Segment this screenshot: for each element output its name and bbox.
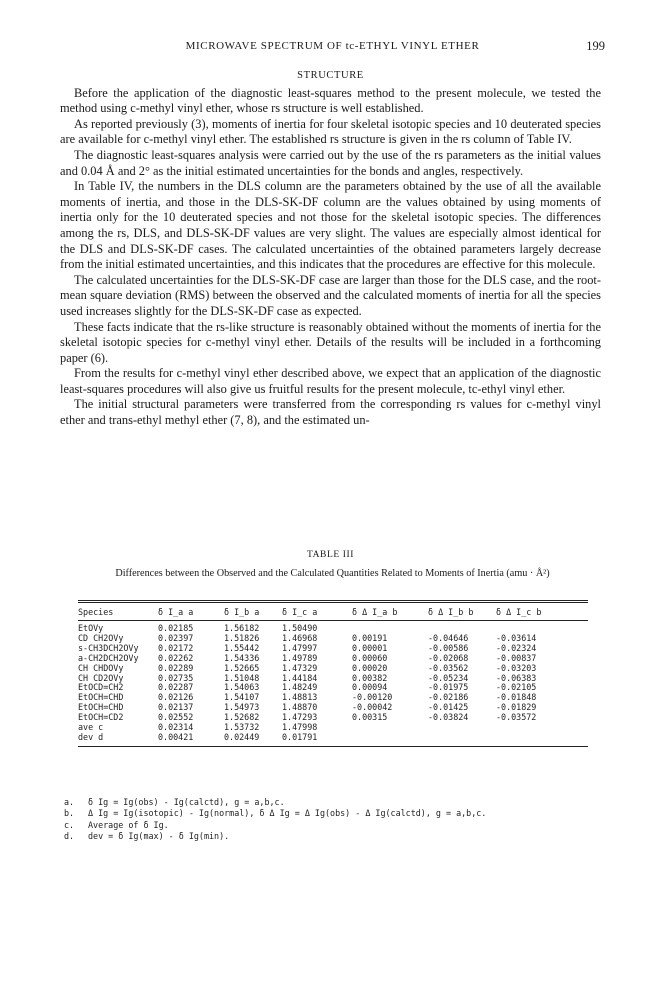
paragraph: These facts indicate that the rs-like structure is reasonably obtained without the moments of inertia for the skeletal isotopic species for c-methyl vinyl ether. Details of the results will be included in a forthcoming paper (6). [60,319,601,365]
species-cell: EtOCH=CHD [78,692,124,703]
value-cell: 1.50490 [282,623,318,633]
value-cell: 0.01791 [282,731,318,742]
value-cell [496,723,588,733]
footnote-text: Δ Ig = Ig(isotopic) - Ig(normal), δ Δ Ig = Δ Ig(obs) - Δ Ig(calctd), g = a,b,c. [88,808,487,819]
value-cell: 1.53732 [224,722,260,733]
value-cell: -0.00837 [496,652,537,663]
footnote-text: δ Ig = Ig(obs) - Ig(calctd), g = a,b,c. [88,797,285,807]
table-row [78,723,588,733]
value-cell: 1.47329 [282,662,318,673]
column-header: δ Δ I_a b [352,607,398,617]
table-header-row [78,603,588,620]
value-cell: 1.51048 [224,672,260,683]
value-cell: 1.52665 [224,662,260,673]
value-cell: 0.00020 [352,662,388,673]
section-heading: STRUCTURE [297,70,364,81]
value-cell: 0.02449 [224,731,260,742]
species-cell: CH CHDOVy [78,662,124,673]
value-cell: -0.03562 [428,662,469,673]
running-title: MICROWAVE SPECTRUM OF tc-ETHYL VINYL ETHER [185,40,480,52]
value-cell: -0.01829 [496,702,537,713]
value-cell: 1.55442 [224,642,260,653]
value-cell: 1.56182 [224,623,260,633]
value-cell: 0.02172 [158,642,194,653]
value-cell: 0.00421 [158,731,194,742]
paragraph: From the results for c-methyl vinyl ether described above, we expect that an application of the diagnostic least-squares procedures will also give us fruitful results for the present molecule, tc-ethyl vinyl ether. [60,366,601,396]
value-cell: -0.00586 [428,642,469,653]
value-cell: 0.00191 [352,632,388,643]
table-caption: Differences between the Observed and the Calculated Quantities Related to Moments of Inertia (amu · Å²) [115,568,550,579]
value-cell: 1.54107 [224,692,260,703]
footnote-text: Average of δ Ig. [88,819,169,830]
species-cell: CD CH2OVy [78,632,124,643]
value-cell: 0.02735 [158,672,194,683]
value-cell: 0.00315 [352,712,388,723]
value-cell: -0.05234 [428,672,469,683]
paragraph: In Table IV, the numbers in the DLS column are the parameters obtained by the use of all the available moments of inertia, and those in the DLS-SK-DF column are the values obtained by using moments of inertia only for the 10 deuterated species and not those for the skeletal isotopic species. The differences among the rs, DLS, and DLS-SK-DF values are very slight. The values are especially almost identical for the DLS and DLS-SK-DF cases. The calculated uncertainties of the obtained parameters largely decrease from the initial estimated uncertainties, and this indicates that the procedures are effective for this molecule. [60,179,601,272]
page-header [60,40,605,56]
value-cell: 1.48870 [282,702,318,713]
value-cell: 0.02287 [158,682,194,693]
footnote [64,831,604,842]
footnote-mark: d. [64,831,75,842]
table-row [78,713,588,723]
value-cell: 0.02185 [158,623,194,633]
value-cell: 0.00382 [352,672,388,683]
species-cell: s-CH3DCH2OVy [78,642,139,653]
value-cell: 0.02137 [158,702,194,713]
value-cell: -0.02105 [496,682,537,693]
species-cell: EtOCH=CD2 [78,712,124,723]
value-cell: -0.04646 [428,632,469,643]
value-cell: 1.44184 [282,672,318,683]
value-cell: -0.00042 [352,702,393,713]
paragraph: Before the application of the diagnostic least-squares method to the present molecule, we tested the method using c-methyl vinyl ether, whose rs structure is well established. [60,85,601,116]
value-cell: 1.47997 [282,642,318,653]
paragraph: As reported previously (3), moments of inertia for four skeletal isotopic species and 10 deuterated species are available for c-methyl vinyl ether. The established rs structure is given in the rs column of Table IV. [60,116,601,147]
species-cell: ave c [78,722,104,733]
footnote [64,820,604,831]
footnote-mark: c. [64,819,75,830]
value-cell [428,723,496,733]
table-title: TABLE III [306,550,355,560]
value-cell: -0.00120 [352,692,393,703]
table-bottom-rule [78,746,588,747]
body-text [60,68,601,429]
table-row [78,621,588,634]
value-cell: 1.54336 [224,652,260,663]
footnote [64,808,604,819]
species-cell: EtOVy [78,623,104,633]
table-footnotes [64,797,604,843]
value-cell: 0.00060 [352,652,388,663]
value-cell: 0.02314 [158,722,194,733]
value-cell: 1.48249 [282,682,318,693]
value-cell [428,621,496,634]
species-cell: EtOCD=CH2 [78,682,124,693]
value-cell: 0.02262 [158,652,194,663]
value-cell: -0.02324 [496,642,537,653]
value-cell: 1.47293 [282,712,318,723]
paragraph: The calculated uncertainties for the DLS-SK-DF case are larger than those for the DLS case, and the root-mean square deviation (RMS) between the observed and the calculated moments of inertia for all the species used increases slightly for the DLS-SK-DF case as expected. [60,272,601,318]
value-cell: -0.01425 [428,702,469,713]
value-cell: -0.03614 [496,632,537,643]
value-cell: 1.52682 [224,712,260,723]
value-cell: 0.00094 [352,682,388,693]
column-header: δ Δ I_c b [496,607,542,617]
value-cell: -0.01975 [428,682,469,693]
table-row [78,733,588,746]
value-cell: 0.02397 [158,632,194,643]
species-cell: EtOCH=CHD [78,702,124,713]
footnote-text: dev = δ Ig(max) - δ Ig(min). [88,831,230,842]
column-header: δ Δ I_b b [428,607,474,617]
column-header: δ I_b a [224,607,260,617]
value-cell: 1.46968 [282,632,318,643]
value-cell: -0.03824 [428,712,469,723]
species-cell: CH CD2OVy [78,672,124,683]
footnote-mark: b. [64,808,75,819]
value-cell: 1.49789 [282,652,318,663]
paragraph: The diagnostic least-squares analysis were carried out by the use of the rs parameters as the initial values and 0.04 Å and 2° as the initial estimated uncertainties for the bonds and angles, respectively. [60,147,601,178]
value-cell: 1.54063 [224,682,260,693]
value-cell [352,723,428,733]
value-cell [352,733,428,746]
paragraph: The initial structural parameters were transferred from the corresponding rs values for c-methyl vinyl ether and trans-ethyl methyl ether (7, 8), and the estimated un- [60,397,601,428]
value-cell [496,733,588,746]
value-cell: -0.01848 [496,692,537,703]
value-cell: -0.02186 [428,692,469,703]
column-header: Species [78,607,114,617]
value-cell: 1.47998 [282,722,318,733]
value-cell [352,621,428,634]
value-cell: 0.02289 [158,662,194,673]
value-cell: -0.03572 [496,712,537,723]
value-cell [428,733,496,746]
value-cell: -0.06383 [496,672,537,683]
footnote-mark: a. [64,797,75,807]
data-table [78,600,588,747]
value-cell: -0.03203 [496,662,537,673]
value-cell: 0.00001 [352,642,388,653]
value-cell [496,621,588,634]
column-header: δ I_a a [158,607,194,617]
value-cell: 1.51826 [224,632,260,643]
value-cell: 1.54973 [224,702,260,713]
value-cell: -0.02068 [428,652,469,663]
species-cell: a-CH2DCH2OVy [78,652,139,663]
value-cell: 0.02126 [158,692,194,703]
footnote [64,797,604,808]
column-header: δ I_c a [282,607,318,617]
value-cell: 1.48813 [282,692,318,703]
page-number: 199 [586,39,605,53]
species-cell: dev d [78,731,104,742]
value-cell: 0.02552 [158,712,194,723]
